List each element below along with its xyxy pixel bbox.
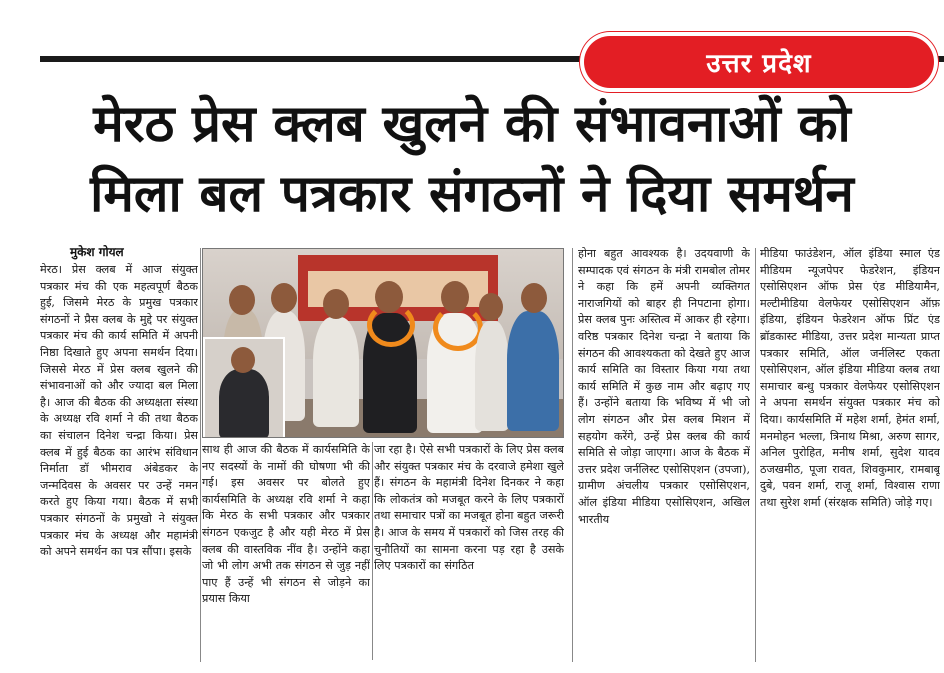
article-column-2 [202,442,370,660]
byline: मुकेश गोयल [70,245,124,259]
section-label: उत्तर प्रदेश [584,36,934,88]
headline-line-2: मिला बल पत्रकार संगठनों ने दिया समर्थन [90,165,854,224]
inset-person [219,369,269,438]
photo-person [507,311,559,431]
article-column-5 [760,246,940,660]
article-column-2-text: साथ ही आज की बैठक में कार्यसमिति के नए सदस्यों के नामों की घोषणा भी की गई। इस अवसर पर बोलते हुए कार्यसमिति के अध्यक्ष रवि शर्मा ने कहा कि मेरठ के सभी पत्रकार और पत्रकार संगठन एकजुट है और यही मेरठ में प्रेस क्लब की वास्तविक नींव है। उन्होंने कहा जो भी लोग अभी तक संगठन से जुड़ नहीं पाए हैं उन्हें भी संगठन से जोड़ने का प्रयास किया [202,443,370,606]
group-photo [202,248,564,438]
section-rule-left [40,56,600,62]
photo-person [475,321,509,431]
photo-person [313,317,359,427]
photo-person-head [479,293,503,321]
column-divider [372,442,373,660]
article-column-3-text: जा रहा है। ऐसे सभी पत्रकारों के लिए प्रेस क्लब और संयुक्त पत्रकार मंच के दरवाजे हमेशा खुले हैं। संगठन के महामंत्री दिनेश दिनकर ने कहा कि लोकतंत्र को मजबूत करने के लिए पत्रकारों तथा समाचार पत्रों का मजबूत होना बहुत जरूरी है। आज के समय में पत्रकारों को जिस तरह की चुनौतियों का सामना करना पड़ रहा है उसके लिए पत्रकारों का संगठित [374,443,564,573]
article-column-3 [374,442,564,660]
inset-person-head [231,347,255,373]
photo-inset [203,337,285,438]
column-divider [572,248,573,662]
photo-person-head [323,289,349,319]
article-column-4 [578,246,750,660]
headline-line-1: मेरठ प्रेस क्लब खुलने की संभावनाओं को [93,95,851,154]
photo-person-head [271,283,297,313]
photo-person-head [229,285,255,315]
column-divider [755,248,756,662]
article-column-5-text: मीडिया फाउंडेशन, ऑल इंडिया स्माल एंड मीडियम न्यूजपेपर फेडरेशन, इंडियन एसोसिएशन ऑफ प्रेस एंड मीडियामैन, मल्टीमीडिया वेलफेयर एसोसिएशन ऑफ़ इंडिया, इंडियन फेडरेशन ऑफ प्रिंट एंड ब्रॉडकास्ट मीडिया, उत्तर प्रदेश मान्यता प्राप्त पत्रकार समिति, ऑल जर्नलिस्ट एकता एसोसिएशन, ऑल इंडिया मीडिया क्लब तथा समाचार बन्धु पत्रकार वेलफेयर एसोसिएशन ने अपना समर्थन संयुक्त पत्रकार मंच को दिया। कार्यसमिति में महेश शर्मा, हेमंत शर्मा, मनमोहन भल्ला, त्रिनाथ मिश्रा, अरुण सागर, अनिल पुरोहित, मनीष शर्मा, सुदेश यादव ठजखमीठ, पूजा रावत, शिवकुमार, रामबाबू दुबे, पवन शर्मा, राजू शर्मा, विश्वास राणा तथा सुरेश शर्मा (संरक्षक समिति) जोड़े गए। [760,247,940,509]
article-column-1 [40,262,198,662]
photo-person-head [521,283,547,313]
article-column-4-text: होना बहुत आवश्यक है। उदयवाणी के सम्पादक एवं संगठन के मंत्री रामबोल तोमर ने कहा कि हमें अपनी व्यक्तिगत नाराजगियों को बाहर ही निपटाना होगा। प्रेस क्लब पुनः अस्तित्व में आकर ही रहेगा। वरिष्ठ पत्रकार दिनेश चन्द्रा ने बताया कि संगठन की आवश्यकता को देखते हुए आज कार्य समिति का विस्तार किया गया तथा कार्य समिति में कुछ नाम और बढ़ाए गए हैं। उन्होंने बताया कि भविष्य में भी जो लोग संगठन और प्रेस क्लब मिशन में सहयोग करेंगे, उन्हें प्रेस क्लब की कार्य समिति से जोड़ा जाएगा। आज के बैठक में उत्तर प्रदेश जर्नलिस्ट एसोसिएशन (उपजा), ग्रामीण अंचलीय पत्रकार एसोसिएशन, ऑल इंडिया मीडिया एसोसिएशन, अखिल भारतीय [578,247,750,526]
photo-garland [367,303,415,347]
article-column-1-text: मेरठ। प्रेस क्लब में आज संयुक्त पत्रकार मंच की एक महत्वपूर्ण बैठक हुई, जिसमे मेरठ के प्रमुख पत्रकार संगठनों ने प्रैस क्लब के मुद्दे पर संयुक्त पत्रकार मंच की कार्य समिति में अपनी निष्ठा दिखाते हुए अपना समर्थन दिया। जिससे मेरठ में प्रेस क्लब खुलने की संभावनाओं को और ज्यादा बल मिला है। आज की बैठक की अध्यक्षता संस्था के अध्यक्ष रवि शर्मा ने की तथा बैठक का संचालन दिनेश चन्द्रा किया। प्रेस क्लब में हुई बैठक का आरंभ संविधान निर्माता डॉ भीमराव अंबेडकर के जन्मदिवस के अवसर पर उन्हें नमन करते हुए किया गया। बैठक में सभी पत्रकार संगठनों के प्रमुखो ने संयुक्त पत्रकार मंच के अध्यक्ष और महामंत्री को अपने समर्थन का पत्र सौंपा। इसके [40,263,198,559]
headline [16,90,928,230]
column-divider [200,248,201,662]
